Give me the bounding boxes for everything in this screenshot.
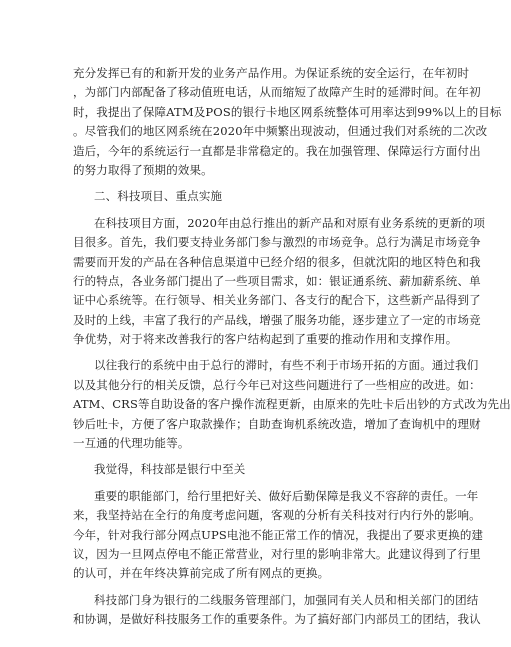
paragraph-tech-projects	[73, 214, 486, 350]
text-line: 以及其他分行的相关反馈，总行今年已对这些问题进行了一些相应的改进。如：	[73, 377, 481, 392]
text-line: 来，我坚持站在全行的角度考虑问题，客观的分析有关科技对行内行外的影响。	[73, 508, 481, 523]
paragraph-opinion	[73, 460, 436, 479]
text-line: ATM、CRS等自助设备的客户操作流程更新，由原来的先吐卡后出钞的方式改为先出	[73, 397, 511, 412]
text-line: 时，我提出了保障ATM及POS的银行卡地区网系统整体可用率达到99%以上的目标	[73, 104, 502, 119]
paragraph-improvements	[73, 356, 511, 453]
text-line: 今年，针对我行部分网点UPS电池不能正常工作的情况，我提出了要求更换的建	[73, 527, 484, 542]
text-line: 的认可，并在年终决算前完成了所有网点的更换。	[73, 566, 330, 581]
text-line: 及时的上线，丰富了我行的产品线，增强了服务功能，逐步建立了一定的市场竞	[73, 312, 481, 327]
text-line: 充分发挥已有的和新开发的业务产品作用。为保证系统的安全运行，在年初时	[73, 66, 470, 80]
text-line: 证中心系统等。在行领导、相关业务部门、各支行的配合下，这些新产品得到了	[73, 293, 481, 308]
text-line: 行的特点，各业务部门提出了一些项目需求，如：银证通系统、薪加薪系统、单	[73, 273, 481, 288]
text-line: 和协调，是做好科技服务工作的重要条件。为了搞好部门内部员工的团结，我认	[73, 612, 481, 627]
text-line: 以往我行的系统中由于总行的滞时，有些不利于市场开拓的方面。通过我们	[94, 358, 479, 373]
paragraph-system-operation	[73, 64, 502, 180]
text-line: 争优势，对于将来改善我行的客户结构起到了重要的推动作用和支撑作用。	[73, 332, 458, 347]
text-line: 需要而开发的产品在各种信息渠道中已经介绍的很多，但就沈阳的地区特色和我	[73, 254, 481, 269]
text-line: 钞后吐卡，方便了客户取款操作；自助查询机系统改造，增加了查询机中的理财	[73, 416, 481, 431]
text-line: 重要的职能部门，给行里把好关、做好后勤保障是我义不容辞的责任。一年	[94, 488, 479, 503]
text-line: 我觉得，科技部是银行中至关	[94, 462, 246, 477]
text-line: 的努力取得了预期的效果。	[73, 162, 213, 177]
text-line: 目很多。首先，我们要支持业务部门参与激烈的市场竞争。总行为满足市场竞争	[73, 235, 481, 250]
text-line: 造后，今年的系统运行一直都是非常稳定的。我在加强管理、保障运行方面付出	[73, 143, 481, 158]
section-heading	[73, 187, 436, 206]
text-line: 科技部门身为银行的二线服务管理部门，加强同有关人员和相关部门的团结	[94, 592, 479, 607]
text-line: 一互通的代理功能等。	[73, 436, 190, 451]
paragraph-teamwork	[73, 591, 481, 630]
text-line: ，为部门内部配备了移动值班电话，从而缩短了故障产生时的延滞时间。在年初	[73, 85, 481, 100]
section-heading-text: 二、科技项目、重点实施	[94, 189, 223, 204]
text-line: 。尽管我们的地区网系统在2020年中频繁出现波动，但通过我们对系统的二次改	[73, 124, 488, 139]
text-line: 议，因为一旦网点停电不能正常营业，对行里的影响非常大。此建议得到了行里	[73, 546, 481, 561]
paragraph-responsibility	[73, 487, 484, 584]
text-line: 在科技项目方面，2020年由总行推出的新产品和对原有业务系统的更新的项	[94, 215, 486, 230]
